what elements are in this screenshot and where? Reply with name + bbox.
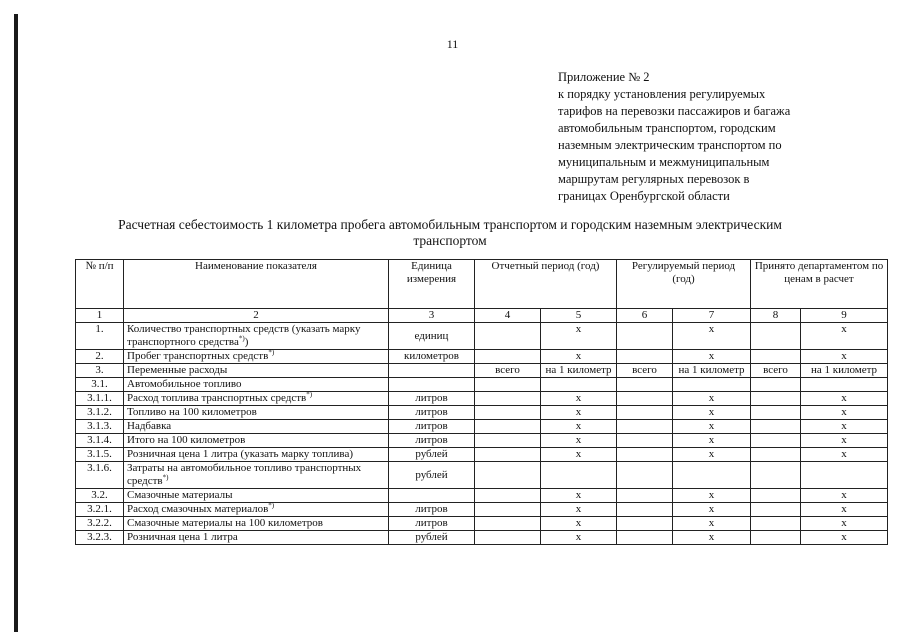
row-name-text: Пробег транспортных средств xyxy=(127,350,269,362)
column-number: 8 xyxy=(751,309,801,323)
table-header-row xyxy=(76,260,888,309)
row-name: Надбавка xyxy=(124,420,389,434)
row-name-text: Расход топлива транспортных средств xyxy=(127,392,307,404)
subheader-total: всего xyxy=(751,364,801,378)
row-name: Итого на 100 километров xyxy=(124,434,389,448)
table-row xyxy=(76,364,888,378)
column-number: 9 xyxy=(801,309,888,323)
row-name xyxy=(124,462,389,489)
cross-mark: х xyxy=(801,392,888,406)
scan-edge-line xyxy=(14,14,18,632)
cross-mark: х xyxy=(801,420,888,434)
cross-mark: х xyxy=(801,489,888,503)
table-cell xyxy=(475,462,541,489)
table-cell xyxy=(673,378,751,392)
column-number: 7 xyxy=(673,309,751,323)
column-number-row xyxy=(76,309,888,323)
table-cell xyxy=(751,531,801,545)
row-unit xyxy=(389,378,475,392)
row-num: 3.1. xyxy=(76,378,124,392)
table-cell xyxy=(617,503,673,517)
row-name xyxy=(124,503,389,517)
row-unit: литров xyxy=(389,434,475,448)
table-cell xyxy=(751,420,801,434)
row-num: 3.2. xyxy=(76,489,124,503)
table-row xyxy=(76,448,888,462)
column-number: 6 xyxy=(617,309,673,323)
document-title: Расчетная себестоимость 1 километра пробега автомобильным транспортом и городским наземным электрическим транспортом xyxy=(118,217,782,248)
row-unit: литров xyxy=(389,392,475,406)
table-cell xyxy=(617,448,673,462)
table-cell xyxy=(751,448,801,462)
table-cell xyxy=(751,378,801,392)
row-name: Розничная цена 1 литра xyxy=(124,531,389,545)
table-row xyxy=(76,420,888,434)
table-cell xyxy=(475,434,541,448)
row-unit: рублей xyxy=(389,462,475,489)
cross-mark: х xyxy=(673,531,751,545)
header-name: Наименование показателя xyxy=(124,260,389,309)
table-cell xyxy=(617,531,673,545)
table-row xyxy=(76,323,888,350)
row-name-text: Затраты на автомобильное топливо транспортных средств xyxy=(127,462,362,487)
table-row xyxy=(76,462,888,489)
table-row xyxy=(76,503,888,517)
table-cell xyxy=(475,350,541,364)
footnote-mark: *) xyxy=(238,334,245,343)
row-name xyxy=(124,323,389,350)
table-cell xyxy=(751,392,801,406)
row-name: Переменные расходы xyxy=(124,364,389,378)
row-name-tail: ) xyxy=(244,336,249,348)
row-name: Смазочные материалы на 100 километров xyxy=(124,517,389,531)
table-cell xyxy=(751,323,801,350)
subheader-per-km: на 1 километр xyxy=(801,364,888,378)
footnote-mark: *) xyxy=(162,473,169,482)
table-cell xyxy=(475,323,541,350)
table-cell xyxy=(541,462,617,489)
cross-mark: х xyxy=(541,350,617,364)
cross-mark: х xyxy=(801,406,888,420)
cross-mark: х xyxy=(673,489,751,503)
appendix-text: к порядку установления регулируемых тарифов на перевозки пассажиров и багажа автомобильным транспортом, городским наземным электрическим транспортом по муниципальным и межмуниципальным маршрутам регулярных перевозок в границах Оренбургской области xyxy=(558,87,791,203)
cross-mark: х xyxy=(673,323,751,350)
row-unit: литров xyxy=(389,406,475,420)
cross-mark: х xyxy=(801,531,888,545)
row-name: Автомобильное топливо xyxy=(124,378,389,392)
subheader-total: всего xyxy=(617,364,673,378)
table-cell xyxy=(673,462,751,489)
row-num: 2. xyxy=(76,350,124,364)
cross-mark: х xyxy=(673,350,751,364)
cross-mark: х xyxy=(801,503,888,517)
table-cell xyxy=(751,350,801,364)
row-name xyxy=(124,350,389,364)
cross-mark: х xyxy=(673,392,751,406)
row-num: 3.1.5. xyxy=(76,448,124,462)
table-cell xyxy=(751,434,801,448)
cross-mark: х xyxy=(801,323,888,350)
table-row xyxy=(76,350,888,364)
table-cell xyxy=(617,350,673,364)
row-unit: литров xyxy=(389,503,475,517)
table-cell xyxy=(617,489,673,503)
table-cell xyxy=(751,406,801,420)
column-number: 1 xyxy=(76,309,124,323)
table-cell xyxy=(475,406,541,420)
cross-mark: х xyxy=(801,434,888,448)
table-cell xyxy=(475,448,541,462)
cross-mark: х xyxy=(541,392,617,406)
appendix-block xyxy=(558,69,868,205)
row-unit xyxy=(389,364,475,378)
table-row xyxy=(76,517,888,531)
table-cell xyxy=(475,489,541,503)
table-row xyxy=(76,378,888,392)
row-name-text: Количество транспортных средств (указать марку транспортного средства xyxy=(127,323,361,348)
table-cell xyxy=(475,392,541,406)
cross-mark: х xyxy=(673,517,751,531)
cross-mark: х xyxy=(801,517,888,531)
cross-mark: х xyxy=(541,323,617,350)
table-cell xyxy=(475,420,541,434)
row-num: 3.1.1. xyxy=(76,392,124,406)
row-unit: единиц xyxy=(389,323,475,350)
table-cell xyxy=(475,503,541,517)
cross-mark: х xyxy=(801,448,888,462)
cross-mark: х xyxy=(541,406,617,420)
footnote-mark: *) xyxy=(268,501,275,510)
table-cell xyxy=(751,489,801,503)
row-name-text: Расход смазочных материалов xyxy=(127,503,269,515)
cost-table xyxy=(75,259,888,545)
header-num: № п/п xyxy=(76,260,124,309)
table-row xyxy=(76,406,888,420)
cross-mark: х xyxy=(541,517,617,531)
cross-mark: х xyxy=(541,448,617,462)
row-num: 3.1.3. xyxy=(76,420,124,434)
row-name xyxy=(124,392,389,406)
cross-mark: х xyxy=(541,434,617,448)
table-cell xyxy=(617,392,673,406)
header-reporting-period: Отчетный период (год) xyxy=(475,260,617,309)
table-cell xyxy=(617,420,673,434)
table-row xyxy=(76,531,888,545)
subheader-total: всего xyxy=(475,364,541,378)
table-cell xyxy=(751,462,801,489)
table-cell xyxy=(541,378,617,392)
row-num: 3.1.6. xyxy=(76,462,124,489)
footnote-mark: *) xyxy=(306,390,313,399)
footnote-mark: *) xyxy=(268,348,275,357)
table-cell xyxy=(801,378,888,392)
row-num: 3. xyxy=(76,364,124,378)
column-number: 2 xyxy=(124,309,389,323)
row-unit: литров xyxy=(389,420,475,434)
header-unit: Единица измерения xyxy=(389,260,475,309)
row-name: Топливо на 100 километров xyxy=(124,406,389,420)
page-number: 11 xyxy=(446,37,459,51)
row-name: Розничная цена 1 литра (указать марку топлива) xyxy=(124,448,389,462)
row-num: 3.1.4. xyxy=(76,434,124,448)
row-unit: литров xyxy=(389,517,475,531)
cross-mark: х xyxy=(541,420,617,434)
column-number: 3 xyxy=(389,309,475,323)
table-cell xyxy=(475,378,541,392)
table-cell xyxy=(801,462,888,489)
table-cell xyxy=(751,517,801,531)
table-cell xyxy=(617,378,673,392)
row-unit: рублей xyxy=(389,531,475,545)
cross-mark: х xyxy=(673,406,751,420)
header-accepted: Принято департаментом по ценам в расчет xyxy=(751,260,888,309)
table-cell xyxy=(617,434,673,448)
table-cell xyxy=(475,517,541,531)
cross-mark: х xyxy=(673,503,751,517)
cross-mark: х xyxy=(541,489,617,503)
subheader-per-km: на 1 километр xyxy=(541,364,617,378)
cross-mark: х xyxy=(673,434,751,448)
header-regulated-period: Регулируемый период (год) xyxy=(617,260,751,309)
row-num: 1. xyxy=(76,323,124,350)
table-cell xyxy=(617,462,673,489)
table-cell xyxy=(617,517,673,531)
cross-mark: х xyxy=(801,350,888,364)
row-num: 3.2.1. xyxy=(76,503,124,517)
row-unit xyxy=(389,489,475,503)
table-row xyxy=(76,392,888,406)
cross-mark: х xyxy=(541,503,617,517)
row-name: Смазочные материалы xyxy=(124,489,389,503)
table-row xyxy=(76,489,888,503)
cross-mark: х xyxy=(541,531,617,545)
table-row xyxy=(76,434,888,448)
cross-mark: х xyxy=(673,448,751,462)
table-cell xyxy=(617,323,673,350)
row-num: 3.2.2. xyxy=(76,517,124,531)
row-num: 3.1.2. xyxy=(76,406,124,420)
column-number: 5 xyxy=(541,309,617,323)
appendix-heading: Приложение № 2 xyxy=(558,70,650,84)
table-cell xyxy=(751,503,801,517)
table-cell xyxy=(617,406,673,420)
row-num: 3.2.3. xyxy=(76,531,124,545)
row-unit: километров xyxy=(389,350,475,364)
subheader-per-km: на 1 километр xyxy=(673,364,751,378)
row-unit: рублей xyxy=(389,448,475,462)
table-cell xyxy=(475,531,541,545)
column-number: 4 xyxy=(475,309,541,323)
cross-mark: х xyxy=(673,420,751,434)
